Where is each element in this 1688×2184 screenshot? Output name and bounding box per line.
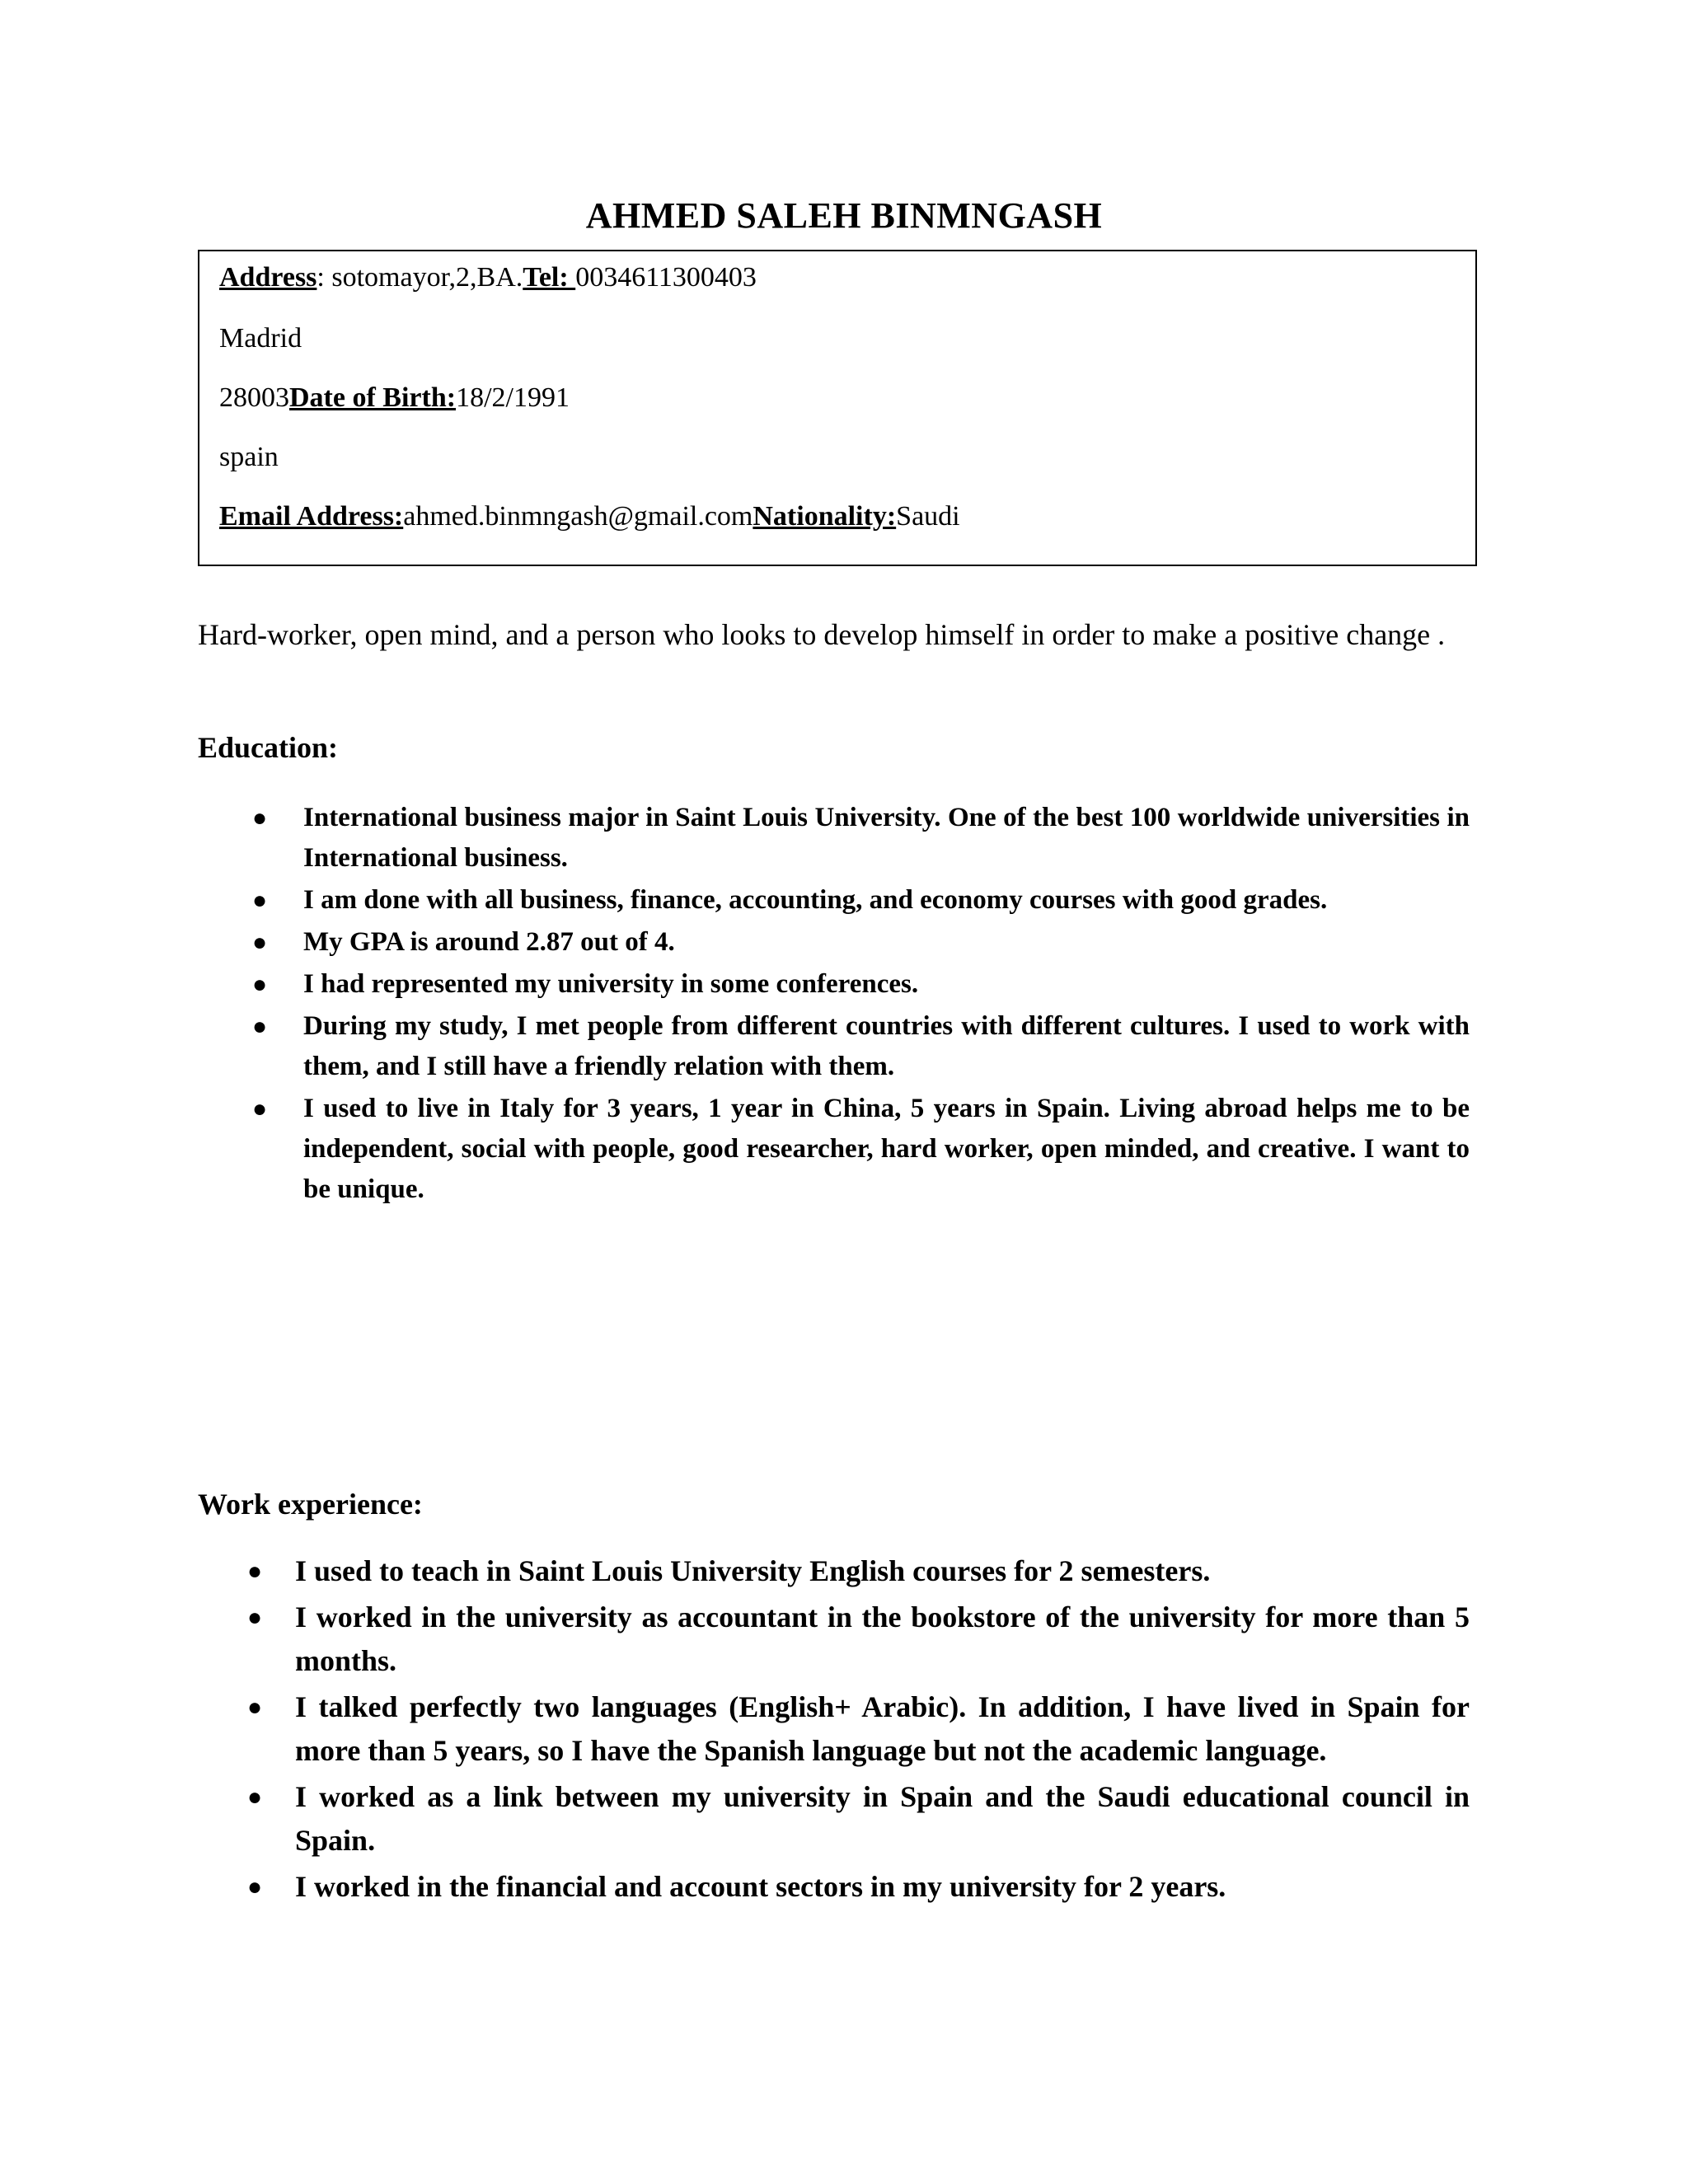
bullet-icon: ● bbox=[247, 1694, 263, 1721]
candidate-name: AHMED SALEH BINMNGASH bbox=[585, 195, 1103, 236]
list-item: ● I worked in the university as accountant in the bookstore of the university for more than 5 months. bbox=[295, 1596, 1470, 1683]
postal-code: 28003 bbox=[219, 382, 289, 413]
bullet-icon: ● bbox=[252, 887, 268, 914]
bullet-icon: ● bbox=[247, 1558, 263, 1585]
list-item: ● My GPA is around 2.87 out of 4. bbox=[303, 922, 1470, 963]
city: Madrid bbox=[219, 323, 302, 354]
contact-line-country bbox=[219, 441, 279, 474]
list-item: ● I talked perfectly two languages (English+ Arabic). In addition, I have lived in Spain for more than 5 years, so I have the Spanish language but not the academic language. bbox=[295, 1685, 1470, 1773]
list-item: ● I worked as a link between my university in Spain and the Saudi educational council in Spain. bbox=[295, 1775, 1470, 1863]
bullet-icon: ● bbox=[252, 971, 268, 998]
address-value: : sotomayor,2,BA. bbox=[316, 262, 523, 293]
contact-line-dob bbox=[219, 382, 570, 415]
contact-line-city bbox=[219, 322, 302, 355]
bullet-icon: ● bbox=[247, 1873, 263, 1900]
bullet-icon: ● bbox=[252, 1013, 268, 1040]
work-heading: Work experience: bbox=[198, 1488, 423, 1521]
tel-value: 0034611300403 bbox=[575, 262, 757, 293]
tel-label: Tel: bbox=[523, 262, 576, 293]
work-list bbox=[247, 1549, 1470, 1911]
list-item: ● International business major in Saint Louis University. One of the best 100 worldwide universities in International business. bbox=[303, 798, 1470, 879]
education-heading: Education: bbox=[198, 731, 339, 764]
education-list bbox=[252, 798, 1470, 1212]
contact-line-address bbox=[219, 261, 757, 294]
nationality-label: Nationality: bbox=[753, 501, 897, 532]
email-label: Email Address: bbox=[219, 501, 404, 532]
bullet-icon: ● bbox=[252, 1095, 268, 1122]
list-item: ● During my study, I met people from different countries with different cultures. I used to work with them, and I still have a friendly relation with them. bbox=[303, 1006, 1470, 1087]
bullet-icon: ● bbox=[252, 804, 268, 832]
bullet-icon: ● bbox=[252, 929, 268, 956]
bullet-icon: ● bbox=[247, 1604, 263, 1631]
nationality-value: Saudi bbox=[896, 501, 960, 532]
list-item: ● I had represented my university in some conferences. bbox=[303, 964, 1470, 1005]
summary-paragraph: Hard-worker, open mind, and a person who looks to develop himself in order to make a positive change . bbox=[198, 618, 1446, 651]
address-label: Address bbox=[219, 262, 317, 293]
email-value: ahmed.binmngash@gmail.com bbox=[403, 501, 753, 532]
country: spain bbox=[219, 442, 279, 472]
list-item: ● I am done with all business, finance, accounting, and economy courses with good grades. bbox=[303, 880, 1470, 921]
list-item: ● I used to live in Italy for 3 years, 1 year in China, 5 years in Spain. Living abroad helps me to be independent, social with people, good researcher, hard worker, open minded, and creative. I want to be unique. bbox=[303, 1089, 1470, 1210]
contact-line-email bbox=[219, 500, 960, 533]
dob-label: Date of Birth: bbox=[289, 382, 457, 413]
bullet-icon: ● bbox=[247, 1783, 263, 1811]
contact-box bbox=[198, 250, 1477, 566]
dob-value: 18/2/1991 bbox=[456, 382, 570, 413]
list-item: ● I worked in the financial and account sectors in my university for 2 years. bbox=[295, 1865, 1470, 1909]
list-item: ● I used to teach in Saint Louis University English courses for 2 semesters. bbox=[295, 1549, 1470, 1593]
